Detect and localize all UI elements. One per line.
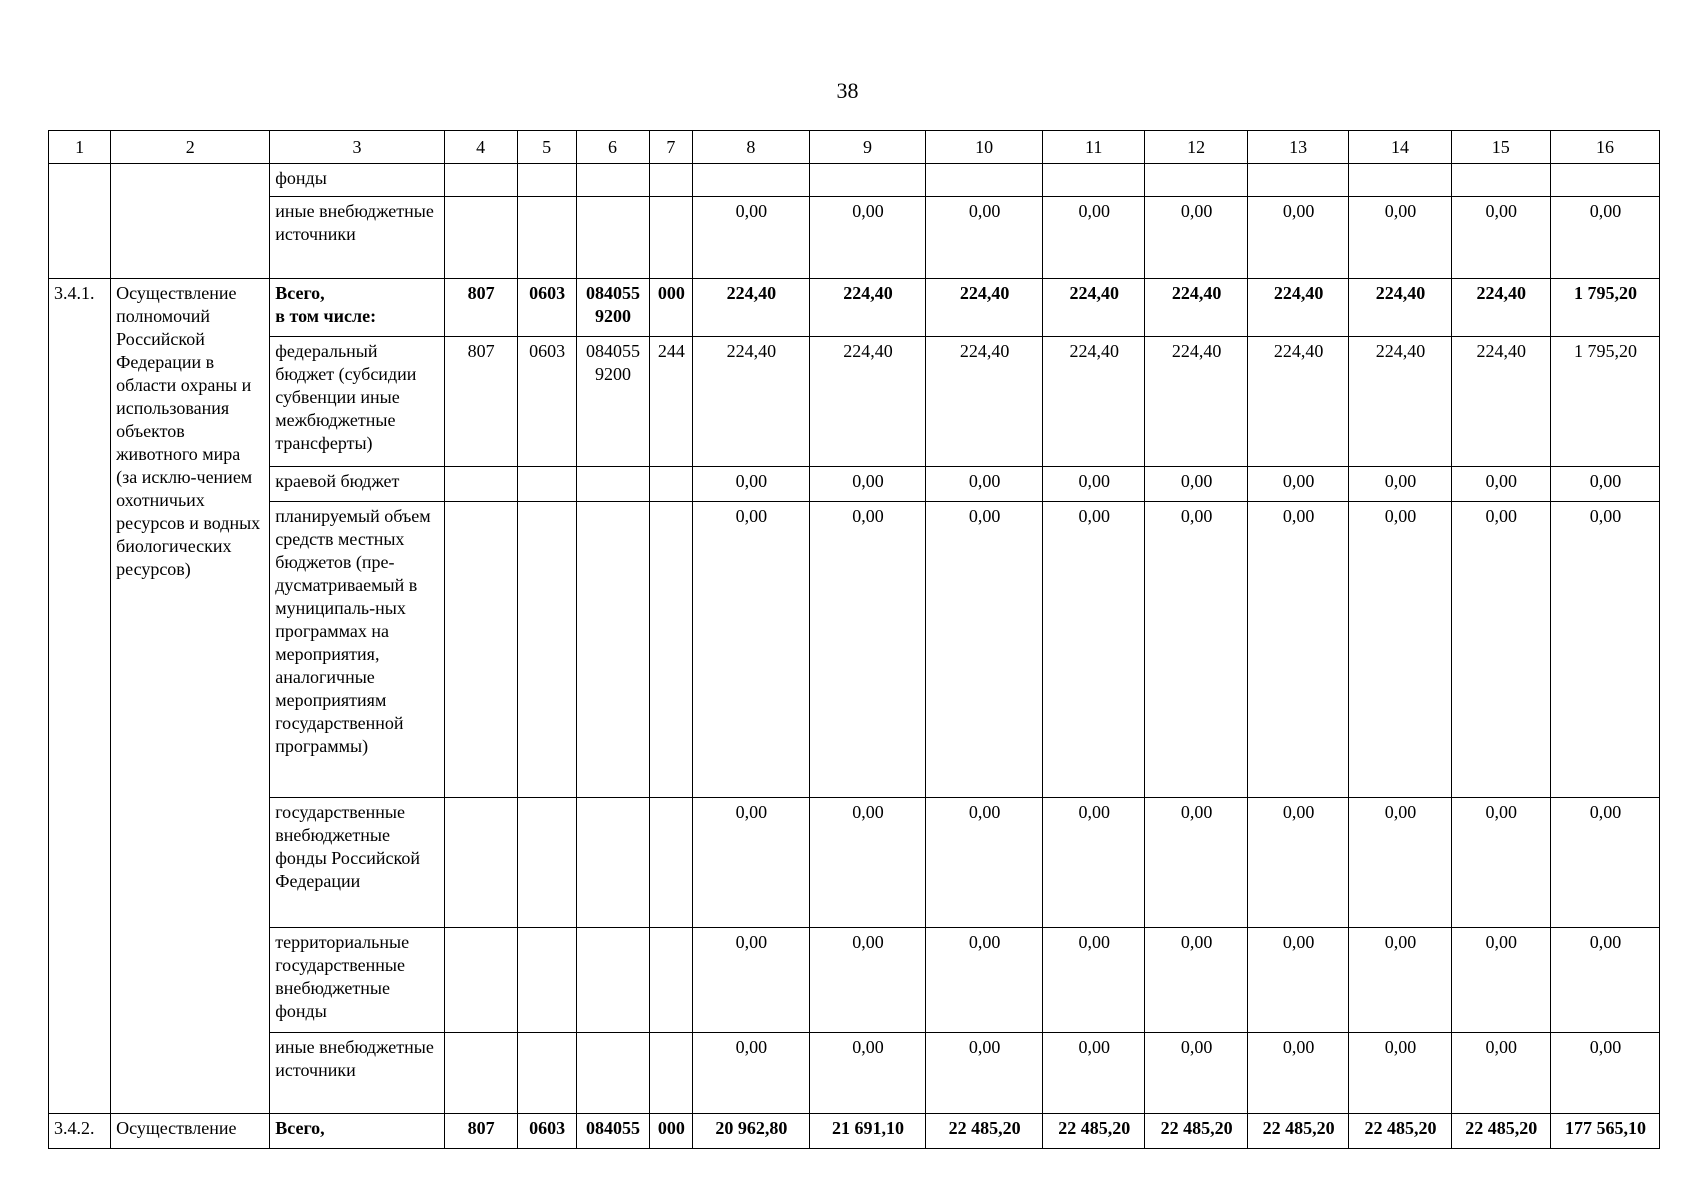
table-row-inye-cont <box>49 197 1660 279</box>
value-cell: 0,00 <box>1451 197 1550 279</box>
value-cell: 0,00 <box>809 798 926 928</box>
value-cell: 0,00 <box>809 197 926 279</box>
value-cell: 0,00 <box>1550 928 1659 1033</box>
source-cell: краевой бюджет <box>270 467 444 502</box>
header-cell: 14 <box>1349 131 1451 164</box>
value-cell: 0,00 <box>1145 798 1247 928</box>
value-cell: 224,40 <box>926 279 1043 337</box>
section-name: Осуществление <box>111 1114 270 1149</box>
value-cell: 224,40 <box>1349 279 1451 337</box>
value-cell: 22 485,20 <box>926 1114 1043 1149</box>
cont-num-cell <box>49 164 111 279</box>
value-cell: 0,00 <box>809 1033 926 1114</box>
value-cell: 0,00 <box>1349 467 1451 502</box>
value-cell: 0,00 <box>1145 197 1247 279</box>
value-cell: 224,40 <box>809 337 926 467</box>
value-cell: 0,00 <box>809 928 926 1033</box>
csr-code: 084055 9200 <box>576 337 649 467</box>
header-cell: 10 <box>926 131 1043 164</box>
header-cell: 7 <box>649 131 693 164</box>
value-cell: 224,40 <box>1451 279 1550 337</box>
value-cell: 22 485,20 <box>1451 1114 1550 1149</box>
value-cell: 224,40 <box>1349 337 1451 467</box>
value-cell: 0,00 <box>1042 502 1144 798</box>
value-cell: 177 565,10 <box>1550 1114 1659 1149</box>
value-cell: 224,40 <box>693 279 810 337</box>
header-cell: 15 <box>1451 131 1550 164</box>
value-cell: 0,00 <box>926 197 1043 279</box>
section-number: 3.4.2. <box>49 1114 111 1149</box>
value-cell: 22 485,20 <box>1247 1114 1348 1149</box>
value-cell: 0,00 <box>1145 502 1247 798</box>
value-cell: 0,00 <box>693 798 810 928</box>
value-cell: 22 485,20 <box>1145 1114 1247 1149</box>
header-cell: 16 <box>1550 131 1659 164</box>
value-cell: 0,00 <box>1247 928 1348 1033</box>
value-cell: 0,00 <box>693 197 810 279</box>
value-cell: 0,00 <box>1042 928 1144 1033</box>
value-cell: 0,00 <box>1042 197 1144 279</box>
header-row <box>49 131 1660 164</box>
value-cell: 0,00 <box>1349 798 1451 928</box>
source-cell: иные внебюджетные источники <box>270 197 444 279</box>
header-cell: 12 <box>1145 131 1247 164</box>
grbs-code: 807 <box>444 337 517 467</box>
vr-code: 244 <box>649 337 693 467</box>
csr-code: 084055 9200 <box>576 279 649 337</box>
table-row-341-kraevoy <box>49 467 1660 502</box>
value-cell: 224,40 <box>693 337 810 467</box>
value-cell: 0,00 <box>693 1033 810 1114</box>
value-cell: 0,00 <box>1247 1033 1348 1114</box>
value-cell: 0,00 <box>1550 1033 1659 1114</box>
header-cell: 6 <box>576 131 649 164</box>
source-cell: планируемый объем средств местных бюджетов (пре-дусматриваемый в муниципаль-ных программах на мероприятия, аналогичные мероприятиям государственной программы) <box>270 502 444 798</box>
value-cell: 1 795,20 <box>1550 337 1659 467</box>
section-number: 3.4.1. <box>49 279 111 1114</box>
grbs-code: 807 <box>444 279 517 337</box>
value-cell: 0,00 <box>809 467 926 502</box>
total-sublabel: в том числе: <box>275 306 377 326</box>
vr-code: 000 <box>649 279 693 337</box>
table-row-341-gos-vnebudzh <box>49 798 1660 928</box>
value-cell: 0,00 <box>1451 467 1550 502</box>
table-row-341-inye <box>49 1033 1660 1114</box>
value-cell: 0,00 <box>1451 1033 1550 1114</box>
header-cell: 3 <box>270 131 444 164</box>
value-cell: 0,00 <box>1550 467 1659 502</box>
value-cell: 224,40 <box>1247 337 1348 467</box>
source-cell: иные внебюджетные источники <box>270 1033 444 1114</box>
value-cell: 0,00 <box>1042 798 1144 928</box>
page-number: 38 <box>836 78 859 103</box>
header-cell: 13 <box>1247 131 1348 164</box>
value-cell: 0,00 <box>1349 502 1451 798</box>
table-row-341-federal <box>49 337 1660 467</box>
value-cell: 0,00 <box>1349 1033 1451 1114</box>
value-cell: 0,00 <box>1145 467 1247 502</box>
value-cell: 0,00 <box>1145 1033 1247 1114</box>
value-cell: 0,00 <box>1451 928 1550 1033</box>
value-cell: 224,40 <box>1042 279 1144 337</box>
value-cell: 22 485,20 <box>1349 1114 1451 1149</box>
value-cell: 0,00 <box>926 467 1043 502</box>
vr-code: 000 <box>649 1114 693 1149</box>
value-cell: 0,00 <box>1550 197 1659 279</box>
header-cell: 9 <box>809 131 926 164</box>
header-cell: 5 <box>517 131 576 164</box>
header-cell: 1 <box>49 131 111 164</box>
table-row-fondy <box>49 164 1660 197</box>
value-cell: 0,00 <box>1451 502 1550 798</box>
value-cell: 0,00 <box>693 467 810 502</box>
value-cell: 224,40 <box>1247 279 1348 337</box>
cont-name-cell <box>111 164 270 279</box>
value-cell: 0,00 <box>1349 197 1451 279</box>
value-cell: 0,00 <box>926 798 1043 928</box>
value-cell: 224,40 <box>1451 337 1550 467</box>
source-cell-total <box>270 279 444 337</box>
table-row-342-total <box>49 1114 1660 1149</box>
rzpr-code: 0603 <box>517 1114 576 1149</box>
budget-table <box>48 130 1660 1149</box>
value-cell: 0,00 <box>693 928 810 1033</box>
value-cell: 0,00 <box>1042 1033 1144 1114</box>
table-row-341-mestnye <box>49 502 1660 798</box>
header-cell: 4 <box>444 131 517 164</box>
value-cell: 0,00 <box>1145 928 1247 1033</box>
value-cell: 1 795,20 <box>1550 279 1659 337</box>
value-cell: 0,00 <box>926 1033 1043 1114</box>
source-cell-total: Всего, <box>270 1114 444 1149</box>
value-cell: 224,40 <box>1042 337 1144 467</box>
value-cell: 0,00 <box>1550 502 1659 798</box>
value-cell: 224,40 <box>1145 337 1247 467</box>
value-cell: 0,00 <box>1247 798 1348 928</box>
source-cell: фонды <box>270 164 444 197</box>
rzpr-code: 0603 <box>517 279 576 337</box>
value-cell: 22 485,20 <box>1042 1114 1144 1149</box>
value-cell: 0,00 <box>1042 467 1144 502</box>
value-cell: 0,00 <box>1550 798 1659 928</box>
header-cell: 8 <box>693 131 810 164</box>
value-cell: 224,40 <box>926 337 1043 467</box>
table-row-341-total <box>49 279 1660 337</box>
total-label: Всего, <box>275 283 325 303</box>
section-name: Осуществление полномочий Российской Федерации в области охраны и использования объектов животного мира (за исклю-чением охотничьих ресурсов и водных биологических ресурсов) <box>111 279 270 1114</box>
value-cell: 0,00 <box>1451 798 1550 928</box>
source-cell: территориальные государственные внебюджетные фонды <box>270 928 444 1033</box>
value-cell: 20 962,80 <box>693 1114 810 1149</box>
value-cell: 0,00 <box>693 502 810 798</box>
value-cell: 0,00 <box>1247 467 1348 502</box>
rzpr-code: 0603 <box>517 337 576 467</box>
header-cell: 2 <box>111 131 270 164</box>
value-cell: 0,00 <box>809 502 926 798</box>
table-row-341-terr-vnebudzh <box>49 928 1660 1033</box>
value-cell: 0,00 <box>926 502 1043 798</box>
source-cell: государственные внебюджетные фонды Российской Федерации <box>270 798 444 928</box>
header-cell: 11 <box>1042 131 1144 164</box>
value-cell: 224,40 <box>809 279 926 337</box>
value-cell: 0,00 <box>1247 197 1348 279</box>
value-cell: 224,40 <box>1145 279 1247 337</box>
csr-code: 084055 <box>576 1114 649 1149</box>
value-cell: 0,00 <box>926 928 1043 1033</box>
value-cell: 0,00 <box>1349 928 1451 1033</box>
source-cell: федеральный бюджет (субсидии субвенции иные межбюджетные трансферты) <box>270 337 444 467</box>
value-cell: 21 691,10 <box>809 1114 926 1149</box>
value-cell: 0,00 <box>1247 502 1348 798</box>
grbs-code: 807 <box>444 1114 517 1149</box>
